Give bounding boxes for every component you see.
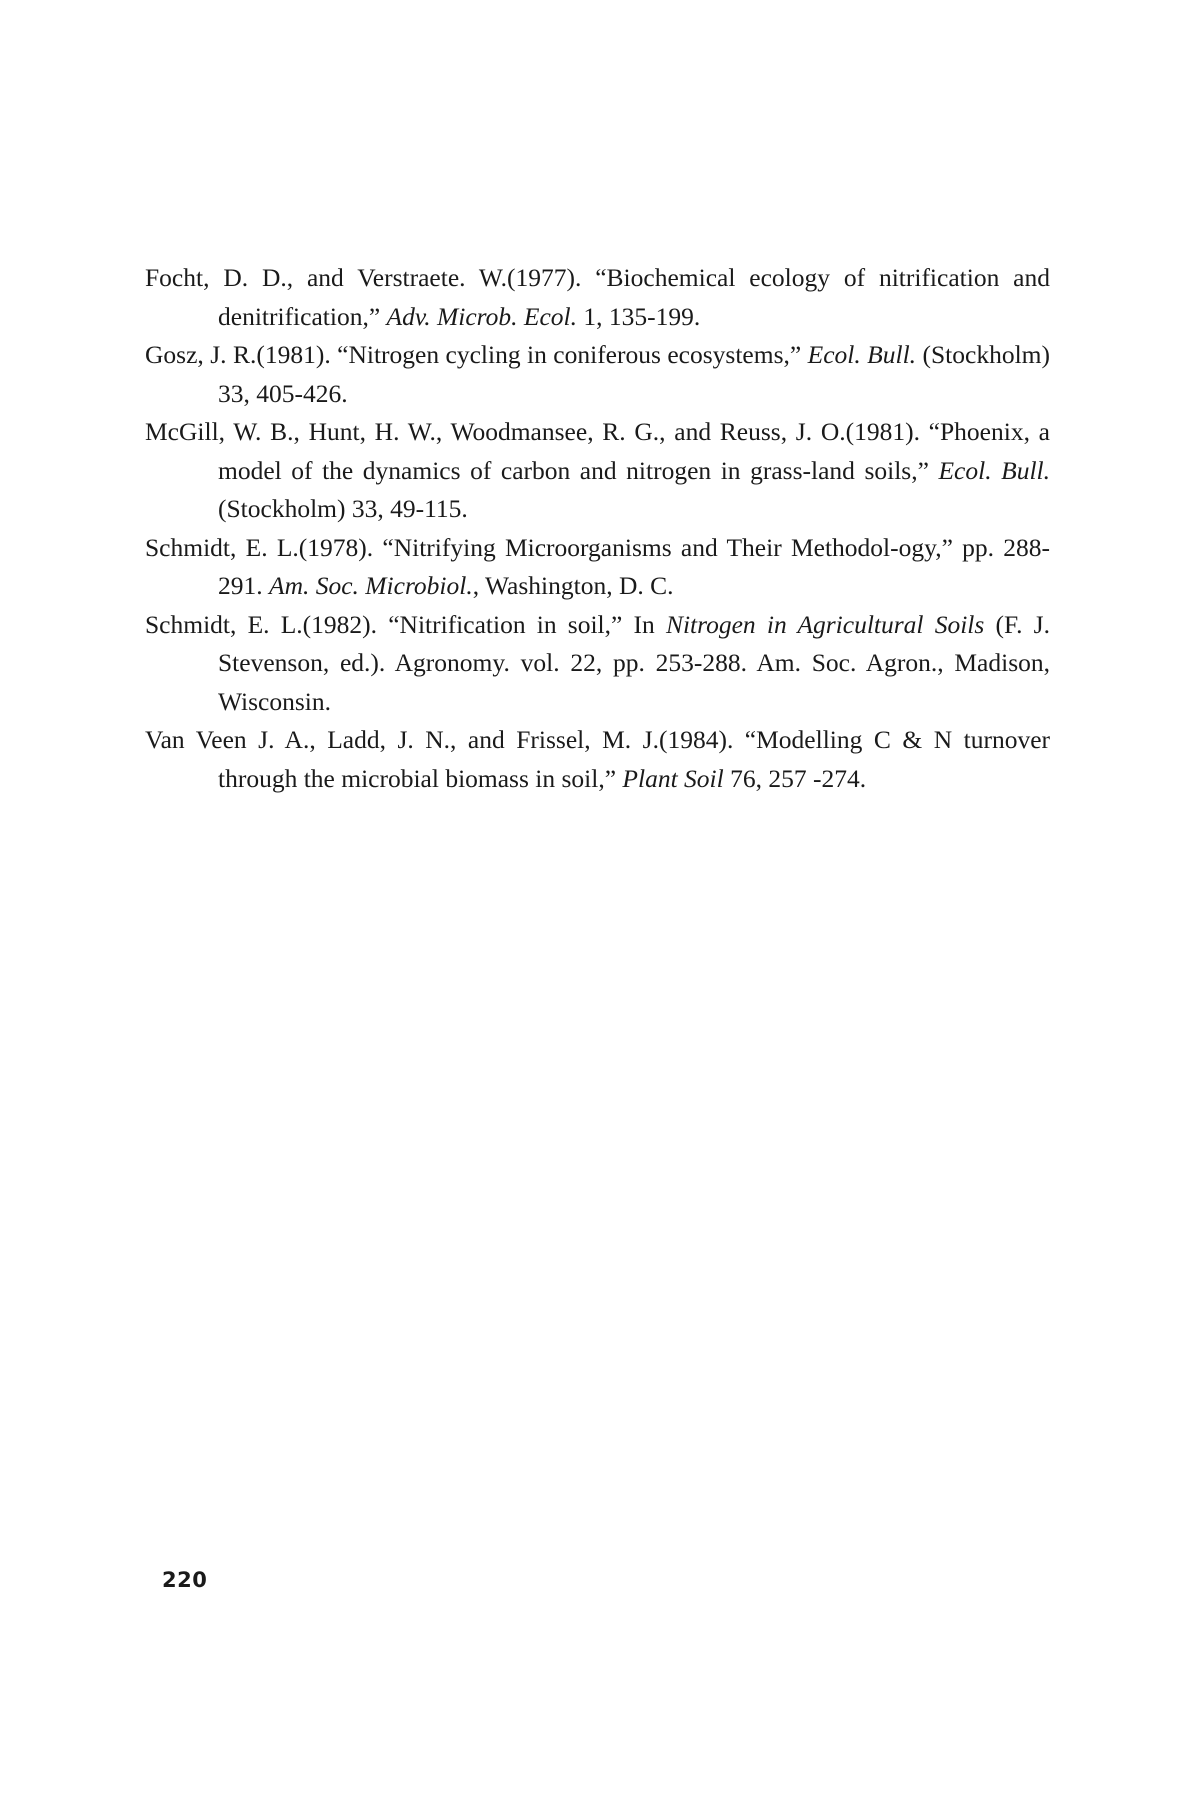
reference-entry [145,413,1050,529]
reference-text: Schmidt, E. L.(1978). “Nitrifying Microorganisms and Their Methodol-ogy,” pp. 288-291. [145,532,1050,600]
journal-name: Am. Soc. Microbiol. [269,571,473,600]
page-number: 220 [162,1568,208,1592]
reference-citation: (Stockholm) 33, 49-115. [218,494,468,523]
reference-text: Schmidt, E. L.(1982). “Nitrification in soil,” In [145,609,666,639]
reference-text: McGill, W. B., Hunt, H. W., Woodmansee, R. G., and Reuss, J. O.(1981). “Phoenix, a model of the dynamics of carbon and nitrogen in grass-land soils,” [145,417,1050,485]
reference-list [145,259,1050,798]
journal-name: Ecol. Bull. [807,340,917,369]
reference-citation: 1, 135-199. [577,301,701,331]
reference-entry [145,721,1050,798]
reference-citation: 76, 257 -274. [723,763,867,793]
book-title: Nitrogen in Agricultural Soils [665,609,985,639]
reference-entry [145,259,1050,336]
reference-entry [145,606,1050,722]
journal-name: Adv. Microb. Ecol. [386,301,577,331]
reference-entry [145,529,1050,606]
reference-text: Focht, D. D., and Verstraete. W.(1977). “Biochemical ecology of nitrification and denitrification,” [145,263,1050,331]
reference-citation: (Stockholm) 33, 405-426. [218,340,1050,408]
journal-name: Ecol. Bull. [938,455,1050,485]
journal-name: Plant Soil [622,763,724,793]
reference-text: Gosz, J. R.(1981). “Nitrogen cycling in coniferous ecosystems,” [145,340,808,369]
reference-text: Van Veen J. A., Ladd, J. N., and Frissel, M. J.(1984). “Modelling C & N turnover through the microbial biomass in soil,” [145,725,1050,793]
reference-entry [145,336,1050,413]
reference-citation: , Washington, D. C. [472,571,674,600]
reference-citation: (F. J. Stevenson, ed.). Agronomy. vol. 22, pp. 253-288. Am. Soc. Agron., Madison, Wisconsin. [218,609,1050,716]
